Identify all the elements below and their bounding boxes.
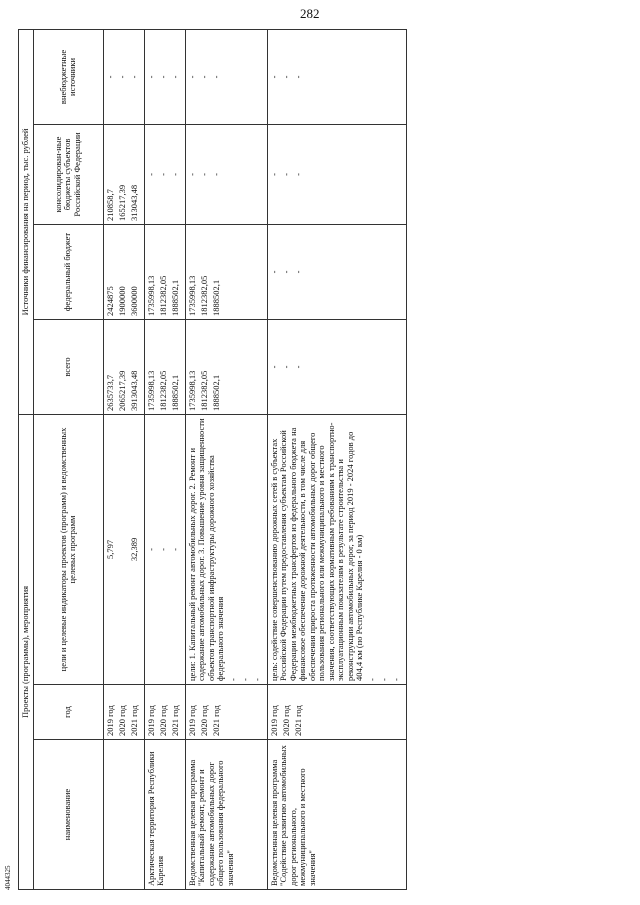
table-row [267,29,406,889]
offbudget-value: - [128,75,139,79]
goal-value: - [169,548,180,551]
regional-cell [144,124,185,224]
federal-value: - [292,270,303,274]
year-value: 2020 год [116,705,127,736]
year-value: 2019 год [268,705,279,736]
regional-value: 313043,48 [128,184,139,221]
year-value: 2021 год [128,705,139,736]
regional-cell [185,124,267,224]
offbudget-value: - [169,75,180,79]
offbudget-header: внебюджетные источники [33,29,103,124]
goal-value: - [157,548,168,551]
regional-value: 210858,7 [104,189,115,221]
year-cell [185,685,267,740]
offbudget-cell [267,29,406,124]
year-value: 2019 год [186,705,197,736]
offbudget-cell [144,29,185,124]
total-value: 1812382,05 [198,370,209,411]
year-header: год [33,685,103,740]
regional-value: - [292,173,303,176]
page-number: 282 [300,6,320,21]
name-header: наименование [33,740,103,890]
year-value: 2020 год [280,705,291,736]
year-cell [267,685,406,740]
row-name [103,740,144,890]
regional-value: - [157,173,168,176]
goal-value: - [239,678,250,681]
total-value: 1888502,1 [169,374,180,411]
goal-value: - [390,678,401,681]
federal-value: 1812382,05 [198,275,209,316]
row-name: Ведомственная целевая программа "Содействие развитию автомобильных дорог регионального, межмуниципального и местного значения" [267,740,406,890]
offbudget-cell [103,29,144,124]
offbudget-value: - [280,75,291,79]
federal-cell [267,224,406,319]
goal-text: цель: содействие совершенствованию дорожных сетей в субъектах Российской Федерации путем предоставления субъектам Российской Федерации межбюджетных трансфертов из федерального бюджета на финансовое обеспечение дорожной деятельности, в том числе для обеспечения прироста протяженности автомобильных дорог общего пользования регионального или межмуниципального и местного значения, соответствующих нормативным требованиям к транспортно-эксплуатационным показателям в результате строительства и реконструкции автомобильных дорог, за период 2019 - 2024 годов до 404,4 км (по Республике Карелия - 0 км) [268,422,365,681]
year-value: 2020 год [157,705,168,736]
total-cell [144,319,185,414]
total-value: 2635733,7 [104,374,115,411]
regional-value: - [268,173,279,176]
regional-value: - [145,173,156,176]
document-stamp: 4044325 [4,865,12,890]
projects-group-header: Проекты (программы), мероприятия [19,414,34,889]
federal-value: 1888502,1 [169,279,180,316]
federal-cell [144,224,185,319]
goal-value: 32,389 [128,537,139,562]
federal-value: - [268,270,279,274]
row-name: Ведомственная целевая программа "Капитальный ремонт, ремонт и содержание автомобильных дорог общего пользования федерального значения" [185,740,267,890]
goal-value: - [378,678,389,681]
total-cell [185,319,267,414]
table-row [103,29,144,889]
offbudget-cell [185,29,267,124]
goal-value: - [227,678,238,681]
total-value: - [268,365,279,369]
total-value: 1735998,13 [186,370,197,411]
rotated-table-area [18,20,623,890]
offbudget-value: - [292,75,303,79]
federal-cell [185,224,267,319]
offbudget-value: - [210,75,221,79]
goal-text: цели: 1. Капитальный ремонт автомобильных дорог. 2. Ремонт и содержание автомобильных дорог. 3. Повышение уровня защищенности объектов транспортной инфраструктуры дорожного хозяйства федерального значения [186,418,226,681]
regional-value: 165217,39 [116,184,127,221]
total-value: 3913043,48 [128,370,139,411]
offbudget-value: - [186,75,197,79]
goal-cell [103,414,144,684]
year-cell [144,685,185,740]
goals-header: цели и целевые индикаторы проектов (программ) и ведомственных целевых программ [33,414,103,684]
total-value: 1812382,05 [157,370,168,411]
offbudget-value: - [157,75,168,79]
federal-value: 2424875 [104,286,115,316]
total-header: всего [33,319,103,414]
total-value: - [280,365,291,369]
federal-cell [103,224,144,319]
regional-value: - [198,173,209,176]
federal-value: 1888502,1 [210,279,221,316]
total-value: 1888502,1 [210,374,221,411]
sources-group-header: Источники финансирования на период, тыс. рублей [19,29,34,414]
goal-cell [144,414,185,684]
total-cell [103,319,144,414]
offbudget-value: - [198,75,209,79]
year-cell [103,685,144,740]
federal-value: 1735998,13 [186,275,197,316]
goal-value: - [251,678,262,681]
financing-table [18,29,407,890]
goal-value [118,418,130,681]
total-value: - [292,365,303,369]
table-row [144,29,185,889]
year-value: 2019 год [104,705,115,736]
year-value: 2020 год [198,705,209,736]
offbudget-value: - [145,75,156,79]
offbudget-value: - [104,75,115,79]
federal-value: 3600000 [128,286,139,316]
regional-value: - [210,173,221,176]
table-row [185,29,267,889]
total-value: 2065217,39 [116,370,127,411]
goal-value: - [366,678,377,681]
regional-cell [103,124,144,224]
offbudget-value: - [268,75,279,79]
row-name: Арктическая территория Республики Карелия [144,740,185,890]
total-cell [267,319,406,414]
goal-cell [267,414,406,684]
total-value: 1735998,13 [145,370,156,411]
regional-value: - [169,173,180,176]
federal-header: федеральный бюджет [33,224,103,319]
offbudget-value: - [116,75,127,79]
federal-value: - [280,270,291,274]
goal-cell [185,414,267,684]
goal-value: 5,797 [104,539,115,560]
federal-value: 1900000 [116,286,127,316]
federal-value: 1812382,05 [157,275,168,316]
federal-value: 1735998,13 [145,275,156,316]
regional-value: - [186,173,197,176]
regional-cell [267,124,406,224]
goal-value: - [145,548,156,551]
year-value: 2021 год [169,705,180,736]
regional-header: консолидирован-ные бюджеты субъектов Российской Федерации [33,124,103,224]
year-value: 2021 год [210,705,221,736]
year-value: 2021 год [292,705,303,736]
year-value: 2019 год [145,705,156,736]
regional-value: - [280,173,291,176]
